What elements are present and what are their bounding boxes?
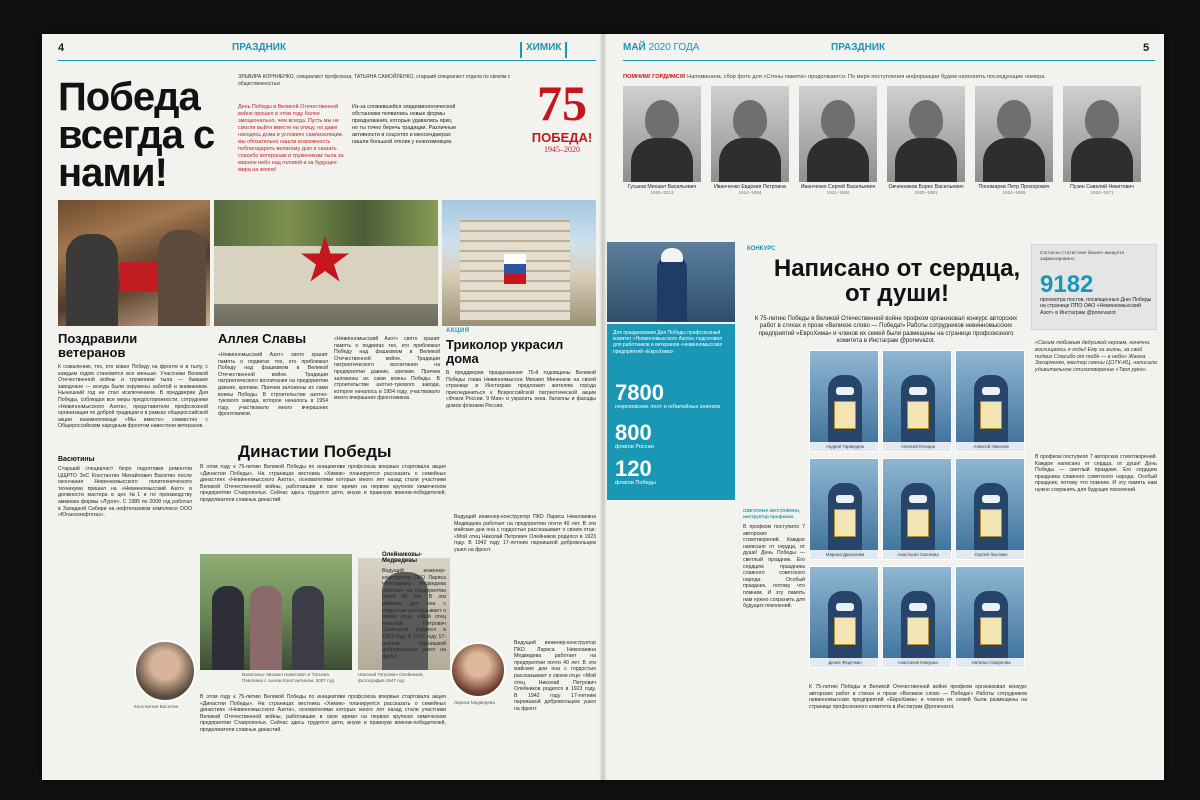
right-header-rule [623, 60, 1155, 61]
caption-father: Николай Петрович Олейников, фотография 1947 год [358, 672, 424, 683]
main-title: Победа всегда с нами! [58, 75, 215, 195]
text-oleynikovy-end: Ведущий инженер-конструктор ПКО Лариса Николаевна Медведева работает на предприятии почти 40 лет. В эти майские дни она с гордостью рассказывает о своем отце: «Мой отец Николай Петрович Олейников родился в 1923 году. В 1942 году 17-летним парнишкой добровольцем ушел на фронт. [514, 640, 596, 712]
text-tricolor: В преддверии празднования 75-й годовщины Великой Победы глава Невинномысска Михаил Миненков на своей странице в Инстаграм предложил жителям города присоединиться к Всероссийской патриотической акции «Флаги России. 9 Мая» и украсить окна, балконы и фасады домов флагами России. [446, 370, 596, 409]
remember-bar [623, 74, 1155, 84]
left-page [42, 34, 603, 780]
winner-photo [882, 566, 952, 668]
logo-number: 75 [537, 75, 587, 131]
text-oleynikovy-cont: Ведущий инженер-конструктор ПКО Лариса Николаевна Медведева работает на предприятии почти 40 лет. В эти майские дни она с гордостью рассказывает о своем отце: «Мой отец Николай Петрович Олейников родился в 1923 году. В 1942 году 17-летним парнишкой добровольцем ушел на фронт. [454, 514, 596, 553]
page-fold [599, 34, 607, 780]
left-header-rule [58, 60, 596, 61]
memory-portrait-caption: Пузин Савелий Никитович 1924–1971 [1070, 184, 1134, 195]
memory-portrait [1063, 86, 1141, 182]
byline: ЭЛЬВИРА КОРНИЕНКО, специалист профсоюза, ТАТЬЯНА САМОЙЛЕНКО, старший специалист отдела по связям с общественностью [238, 74, 511, 87]
left-page-number: 4 [58, 42, 65, 54]
memory-portrait [623, 86, 701, 182]
instagram-stat-box: Согласно статистике бизнес-аккаунта зафиксировано 9182 просмотра постов, посвященных Дню Победы на странице ППО ОАО «Невинномысский Азот» в Инстаграм @ponevazot [1031, 244, 1157, 330]
remember-label: ПОМНИМ! ГОРДИМСЯ! [623, 74, 686, 80]
memory-portrait [975, 86, 1053, 182]
memory-portrait [799, 86, 877, 182]
right-section-label: ПРАЗДНИК [831, 42, 886, 53]
winner-name: Марина Драганова [810, 550, 879, 559]
winner-photo [955, 566, 1025, 668]
contest-lead: К 75-летию Победы в Великой Отечественной войне профком организовал конкурс авторских работ в стихах и прозе «Великое слово — Победа!» Работы сотрудников невинномысских предприятий «ЕвроХима» и членов их семей были размещены на странице профсоюзного комитета в Инстаграм @ponevazot. [754, 316, 1018, 345]
winner-name: Алексей Клещин [883, 442, 952, 451]
photo-veterans [58, 200, 210, 326]
right-page-number: 5 [1143, 42, 1150, 54]
portrait-medvedeva [450, 642, 506, 698]
subhead-oleynikovy: Олейниковы-Медведевы [382, 552, 423, 564]
stat-flags-russia: 800 флагов России [615, 420, 654, 450]
kicker-contest: КОНКУРС [747, 246, 776, 252]
logo-years: 1945–2020 [544, 145, 580, 154]
stat-flags-victory: 120 флагов Победы [615, 456, 656, 486]
photo-tricolor-house [442, 200, 596, 326]
remember-text: Напоминаем, сбор фото для «Стены памяти» продолжается. По мере поступления информации будем наполнять последующие номера. [687, 74, 1046, 80]
kicker-action: АКЦИЯ [446, 328, 470, 334]
stats-box [607, 324, 735, 500]
right-column-body: В профком поступило 7 авторских стихотворений. Каждое написано от сердца, от души! День Победы — светлый праздник. Его сердцем праздника славного советского народа. Особый праздник, потому что помним. И эту память нам нужно сохранить для будущих поколений. [1035, 454, 1157, 493]
winner-name: Анастасия Кожушко [883, 658, 952, 667]
photo-alley-of-glory [214, 200, 438, 326]
winner-name: Анастасия Скачкова [883, 550, 952, 559]
right-page [603, 34, 1164, 780]
memory-portrait [711, 86, 789, 182]
poem-quote: «Своим любимым дедушкой-героем, конечно, восхищаюсь я годы! Ему за жизнь, за свой подвиг Спасибо от тебя — в небо» Жанна Захарченко, мастер смены ЦОТК-ИЦ, написала удивительное стихотворение «Твоя рука». [1035, 340, 1157, 374]
text-vasyutiny: Старший специалист бюро подготовки ремонтов ЦЩРТО ЗоС Константин Михайлович Васютин после окончания Невинномысского политехнического техникума пришел на «Невинномысский Азот» в должности мастера в цех №1 и по производству аммиака фирмы «Лурги». С 1985 по 2008 год работал в Западной Сибири на нефтегазовом комплексе ООО «Юганскнефтегаз». [58, 466, 192, 519]
caption-medvedeva: Лариса Медведева [454, 700, 495, 705]
winner-photo [809, 566, 879, 668]
memory-portrait-caption: Иванченко Евдокия Петровна 1914–1994 [714, 184, 786, 195]
text-dynasties-intro: В этом году к 75-летию Великой Победы по инициативе профсоюза впервые стартовала акция «Династии Победы». На страницах вестника «Химик» планируется рассказать о семейных династиях «Невинномысского Азота», основателями которых много лет назад стали участники Великой Отечественной войны, работавшие в свое время на первом крупном химическом предприятии Ставрополья. Сейчас здесь трудятся дети, внуки и правнуки воинов-победителей, продолжатели славных династий. [200, 464, 446, 503]
caption-vasyutin: Константин Васютин [134, 704, 179, 709]
right-date: МАЙ 2020 ГОДА [623, 42, 700, 53]
winners-photo-grid [809, 350, 1027, 680]
stats-intro: Для празднования Дня Победы профсоюзный комитет «Невинномысского Азота» подготовил для работников и ветеранов «невинномысских предприятий «ЕвроХима» [613, 330, 723, 355]
intro-column-2: Из-за сложившейся эпидемиологической обстановки появились новые формы празднования, которые удавались ярко, но ты точно беречь традиции. Различные активности в соцсетях и мессенджерах нашли большой отклик у ензохимовцев. [352, 104, 457, 145]
winner-photo [882, 350, 952, 452]
photo-worker [607, 242, 735, 322]
logo-word: ПОБЕДА! [531, 130, 593, 145]
memory-portrait-caption: Овчинников Борис Васильевич 1920–1991 [888, 184, 964, 195]
contest-body: К 75-летию Победы в Великой Отечественной войне профком организовал конкурс авторских работ в стихах и прозе «Великое слово — Победа!» Работы сотрудников невинномысских предприятий «ЕвроХима» и членов их семей были размещены на странице профсоюзного комитета в Инстаграм @ponevazot. [809, 684, 1027, 710]
heading-alley: Аллея Славы [218, 331, 307, 346]
text-oleynikovy: Ведущий инженер-конструктор ПКО Лариса Николаевна Медведева работает на предприятии почти 40 лет. В эти майские дни она с гордостью рассказывает о своем отце: «Мой отец Николай Петрович Олейников родился в 1923 году. В 1942 году 17-летним парнишкой добровольцем ушел на фронт. [382, 568, 446, 660]
memory-portrait-caption: Пономарев Петр Прохорович 1924–1985 [978, 184, 1050, 195]
text-alley: «Невинномысский Азот» свято хранит память о подвигах тех, кто приближал Победу над фашизмом в Великой Отечественной войне. Традиции патриотического воспитания на предприятии давние, крепкие. Причем заложены их сами воины Победы. В строительстве азотно-тукового завода, которое началось в 1954 году, участвовало много вчерашних фронтовиков. [218, 352, 328, 418]
column-author: СВЕТЛАНА МУСТАФИНА, инструктор профкома [743, 508, 801, 519]
subhead-vasyutiny: Васютины [58, 456, 95, 463]
winner-name: Наталья Смирнова [956, 658, 1025, 667]
memory-portrait-caption: Гуськов Михаил Васильевич 1925–2013 [627, 184, 697, 195]
victory-75-logo [530, 75, 594, 188]
text-veterans: К сожалению, тех, кто ковал Победу на фронте и в тылу, с каждым годом становится все меньше. Участники Великой Отечественной войны и труженики тыла — бывшие заводчане — всегда были окружены заботой и вниманием. Нынешний год не стал исключением. В преддверии Дня Победы, соблюдая все меры предосторожности, сотрудники «Невинномысского Азота», представители профсоюзной организации по доброй традиции и в рамках общероссийской акции взаимопомощи «Мы вместе» совместно с Общероссийским народным фронтом навестили ветеранов. [58, 364, 208, 430]
heading-veterans: Поздравили ветеранов [58, 331, 138, 360]
left-section-label: ПРАЗДНИК [232, 42, 287, 53]
winner-photo [882, 458, 952, 560]
contest-title: Написано от сердца, от души! [773, 255, 1021, 307]
winner-name: Денис Федечкин [810, 658, 879, 667]
text-dynasties-body: В этом году к 75-летию Великой Победы по инициативе профсоюза впервые стартовала акция «Династии Победы». На страницах вестника «Химик» планируется рассказать о семейных династиях «Невинномысского Азота», основателями которых много лет назад стали участники Великой Отечественной войны, работавшие в свое время на первом крупном химическом предприятии Ставрополья. Сейчас здесь трудятся дети, внуки и правнуки воинов-победителей, продолжатели славных династий. [200, 694, 446, 733]
winner-photo [955, 350, 1025, 452]
portrait-vasyutin [134, 640, 196, 702]
caption-family: Васютины: Михаил Никитович и Татьяна Павловна с сыном Константином, 2007 год [242, 672, 334, 683]
winner-name: Алексей Никонов [956, 442, 1025, 451]
winner-name: Сергей Лысякин [956, 550, 1025, 559]
newspaper-spread [42, 34, 1164, 780]
khimik-logo: ХИМИК [520, 42, 567, 58]
photo-family-vasyutiny [200, 554, 352, 670]
heading-dynasties: Династии Победы [238, 442, 392, 461]
memory-portrait-caption: Иванченко Сергей Васильевич 1911–1992 [800, 184, 876, 195]
intro-column-1: День Победы в Великой Отечественной войне прошел в этом году более эмоционально, чем всегда. Пусть мы не смогли выйти вместе на улицу, но даже находясь дома в условиях самоизоляции, мы обязательно нашли возможность поблагодарить великому дню и сказать спасибо ветеранам и труженикам тыла за мирное небо над головой и за будущее мира на земле! [238, 104, 344, 173]
heading-tricolor: Триколор украсил дома [446, 337, 564, 366]
winner-photo [955, 458, 1025, 560]
winner-name: Андрей Тарвердян [810, 442, 879, 451]
column-text: В профком поступило 7 авторских стихотворений. Каждое написано от сердца, от души! День Победы — светлый праздник. Его сердцем праздника славного советского народа. Особый праздник, потому что помним. И эту память нам нужно сохранить для будущих поколений. [743, 524, 805, 610]
winner-photo [809, 458, 879, 560]
winner-photo [809, 350, 879, 452]
stat-ribbons: 7800 георгиевских лент и юбилейных значков [615, 380, 721, 410]
text-alley-2: «Невинномысский Азот» свято хранит память о подвигах тех, кто приближал Победу над фашизмом в Великой Отечественной войне. Традиции патриотического воспитания на предприятии давние, крепкие. Причем заложены их сами воины Победы. В строительстве азотно-тукового завода, которое началось в 1954 году, участвовало много вчерашних фронтовиков. [334, 336, 440, 402]
views-count: 9182 [1040, 271, 1094, 298]
memory-portrait [887, 86, 965, 182]
